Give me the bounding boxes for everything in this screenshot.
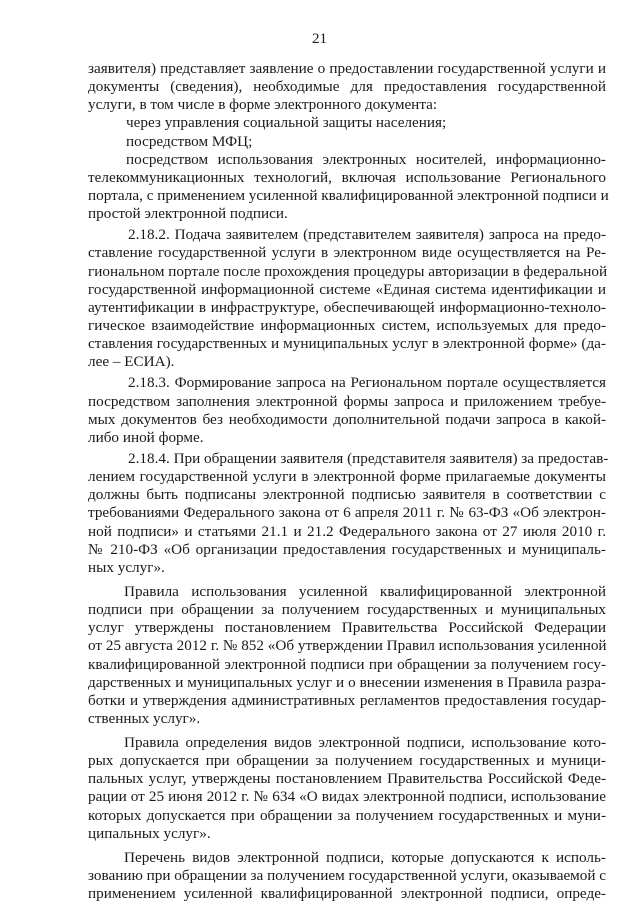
text-line: № 210-ФЗ «Об организации предоставления государственных и муниципаль-: [88, 540, 606, 558]
text-line: гиональном портале после прохождения процедуры авторизации в федеральной: [88, 262, 608, 280]
list-item: через управления социальной защиты населения;: [126, 114, 447, 132]
text-line: рых допускается при обращении за получением государственных и муници-: [88, 752, 606, 770]
text-line: гическое взаимодействие информационных систем, используемых для предо-: [88, 316, 606, 334]
text-line: телекоммуникационных технологий, включая использование Регионального: [88, 168, 606, 186]
text-line: простой электронной подписи.: [88, 205, 288, 223]
text-line: документы (сведения), необходимые для предоставления государственной: [88, 78, 606, 96]
text-line: применением усиленной квалифицированной электронной подписи, опреде-: [88, 885, 606, 903]
text-line: пальных услуг, утверждены постановлением Правительства Российской Феде-: [88, 770, 606, 788]
section-2-18-4: 2.18.4. При обращении заявителя (представителя заявителя) за предостав-: [128, 449, 609, 467]
text-line: заявителя) представляет заявление о предоставлении государственной услуги и: [88, 60, 606, 77]
text-line: рации от 25 июня 2012 г. № 634 «О видах электронной подписи, использование: [88, 788, 606, 806]
text-line: портала, с применением усиленной квалифицированной электронной подписи и: [88, 186, 609, 204]
text-line: зованию при обращении за получением государственной услуги, оказываемой с: [88, 867, 607, 885]
text-line: от 25 августа 2012 г. № 852 «Об утверждении Правил использования усиленной: [88, 637, 607, 655]
text-line: ственных услуг».: [88, 709, 201, 727]
text-line: ставление государственной услуги в электронном виде осуществляется на Ре-: [88, 244, 606, 262]
page-number: 21: [312, 31, 327, 47]
text-line: ципальных услуг».: [88, 824, 211, 842]
text-line: аутентификации в инфраструктуре, обеспечивающей информационно-техноло-: [88, 298, 606, 316]
list-item: посредством использования электронных носителей, информационно-: [126, 150, 606, 168]
text-line: требованиями Федерального закона от 6 апреля 2011 г. № 63-ФЗ «Об электрон-: [88, 504, 606, 522]
text-line: дарственных и муниципальных услуг и о внесении изменения в Правила разра-: [88, 673, 606, 691]
text-line: которых допускается при обращении за получением государственных и муни-: [88, 806, 606, 824]
text-line: ной подписи» и статьями 21.1 и 21.2 Федерального закона от 27 июля 2010 г.: [88, 522, 606, 540]
paragraph-signature-types: Перечень видов электронной подписи, которые допускаются к исполь-: [124, 848, 606, 866]
text-line: подписи при обращении за получением государственных и муниципальных: [88, 601, 606, 619]
body-text: [88, 60, 609, 903]
text-line: услуг утверждены постановлением Правительства Российской Федерации: [88, 619, 606, 637]
text-line: должны быть подписаны электронной подписью заявителя в соответствии с: [88, 486, 606, 504]
text-line: услуги, в том числе в форме электронного документа:: [88, 96, 438, 114]
text-line: лением государственной услуги в электронной форме прилагаемые документы: [88, 468, 606, 486]
text-line: государственной информационной системе «Единая система идентификации и: [88, 280, 606, 298]
text-line: посредством заполнения электронной формы запроса и приложением требуе-: [88, 392, 606, 410]
section-2-18-2: 2.18.2. Подача заявителем (представителем заявителя) запроса на предо-: [128, 226, 606, 244]
text-line: ставления государственных и муниципальных услуг в электронной форме» (да-: [88, 335, 606, 353]
paragraph-rules-852: Правила использования усиленной квалифицированной электронной: [124, 582, 606, 600]
text-line: ных услуг».: [88, 558, 165, 576]
list-item: посредством МФЦ;: [126, 132, 253, 150]
text-line: квалифицированной электронной подписи при обращении за получением госу-: [88, 655, 606, 673]
text-line: ботки и утверждения административных регламентов предоставления государ-: [88, 691, 606, 709]
text-line: лее – ЕСИА).: [88, 353, 175, 371]
text-line: мых документов без необходимости дополнительной подачи запроса в какой-: [88, 410, 606, 428]
section-2-18-3: 2.18.3. Формирование запроса на Региональном портале осуществляется: [128, 374, 606, 392]
paragraph-rules-634: Правила определения видов электронной подписи, использование кото-: [124, 734, 606, 752]
text-line: либо иной форме.: [88, 428, 204, 446]
